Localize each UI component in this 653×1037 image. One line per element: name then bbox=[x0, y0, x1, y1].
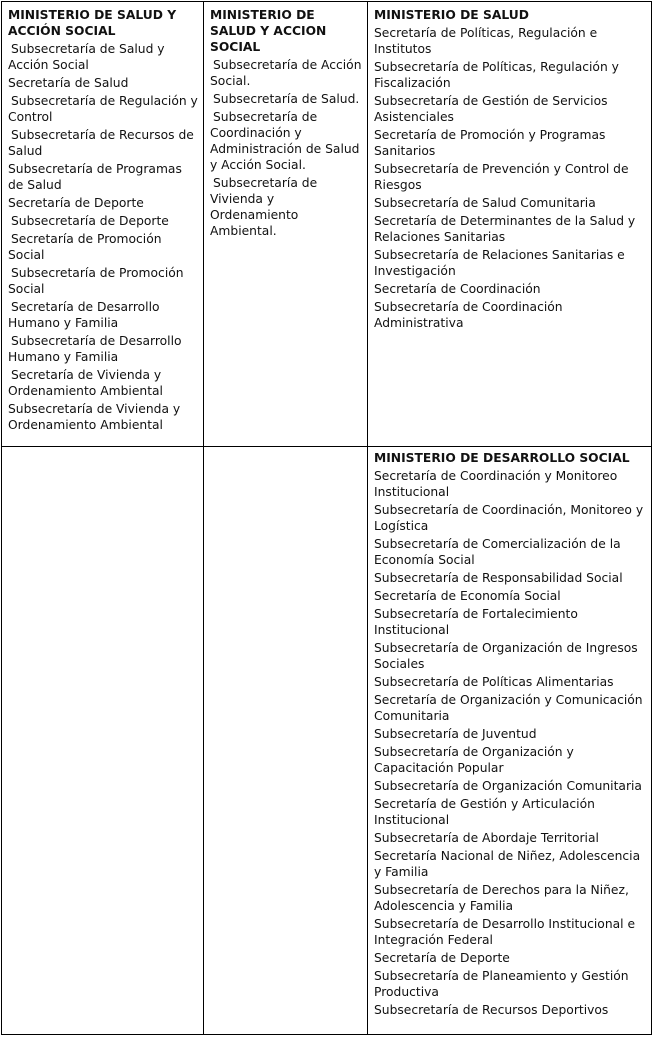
list-item: Secretaría de Coordinación y Monitoreo Institucional bbox=[374, 469, 618, 499]
list-item: Secretaría de Organización y Comunicación Comunitaria bbox=[374, 693, 643, 723]
empty-cell bbox=[2, 447, 204, 1035]
list-item: Secretaría de Coordinación bbox=[374, 282, 541, 296]
list-item: Subsecretaría de Comercialización de la Economía Social bbox=[374, 537, 621, 567]
list-item: Secretaría de Determinantes de la Salud y Relaciones Sanitarias bbox=[374, 214, 636, 244]
list-item: Subsecretaría de Gestión de Servicios Asistenciales bbox=[374, 94, 608, 124]
list-item: Subsecretaría de Fortalecimiento Institucional bbox=[374, 607, 578, 637]
list-item: Subsecretaría de Coordinación, Monitoreo y Logística bbox=[374, 503, 644, 533]
table-row bbox=[2, 447, 652, 1035]
list-item: Secretaría de Deporte bbox=[8, 196, 144, 210]
list-item: Subsecretaría de Coordinación y Administración de Salud y Acción Social. bbox=[210, 110, 360, 172]
list-item: Subsecretaría de Regulación y Control bbox=[8, 94, 198, 124]
list-item: Subsecretaría de Políticas Alimentarias bbox=[374, 675, 614, 689]
empty-cell bbox=[204, 447, 368, 1035]
list-item: Secretaría de Vivienda y Ordenamiento Ambiental bbox=[8, 368, 163, 398]
list-item: Subsecretaría de Coordinación Administrativa bbox=[374, 300, 563, 330]
list-item: Secretaría de Deporte bbox=[374, 951, 510, 965]
list-item: Subsecretaría de Recursos Deportivos bbox=[374, 1003, 609, 1017]
list-item: Subsecretaría de Salud y Acción Social bbox=[8, 42, 165, 72]
list-item: Secretaría de Desarrollo Humano y Familia bbox=[8, 300, 160, 330]
list-item: Subsecretaría de Desarrollo Humano y Familia bbox=[8, 334, 182, 364]
list-item: Subsecretaría de Abordaje Territorial bbox=[374, 831, 599, 845]
list-item: Secretaría Nacional de Niñez, Adolescencia y Familia bbox=[374, 849, 641, 879]
list-item: Subsecretaría de Organización Comunitaria bbox=[374, 779, 642, 793]
cell-desarrollo-social bbox=[368, 447, 652, 1035]
list-item: Secretaría de Promoción Social bbox=[8, 232, 162, 262]
list-item: Subsecretaría de Prevención y Control de Riesgos bbox=[374, 162, 629, 192]
ministry-header: MINISTERIO DE DESARROLLO SOCIAL bbox=[374, 451, 630, 465]
list-item: Secretaría de Salud bbox=[8, 76, 129, 90]
list-item: Subsecretaría de Relaciones Sanitarias e Investigación bbox=[374, 248, 625, 278]
list-item: Subsecretaría de Desarrollo Institucional e Integración Federal bbox=[374, 917, 636, 947]
list-item: Secretaría de Promoción y Programas Sanitarios bbox=[374, 128, 606, 158]
list-item: Subsecretaría de Organización y Capacitación Popular bbox=[374, 745, 574, 775]
list-item: Subsecretaría de Políticas, Regulación y Fiscalización bbox=[374, 60, 619, 90]
list-item: Subsecretaría de Organización de Ingresos Sociales bbox=[374, 641, 638, 671]
list-item: Subsecretaría de Recursos de Salud bbox=[8, 128, 194, 158]
ministry-header: MINISTERIO DE SALUD Y ACCION SOCIAL bbox=[210, 8, 327, 54]
table-row bbox=[2, 2, 652, 447]
list-item: Subsecretaría de Vivienda y Ordenamiento Ambiental. bbox=[210, 176, 318, 238]
ministry-header: MINISTERIO DE SALUD bbox=[374, 8, 529, 22]
ministry-header: MINISTERIO DE SALUD Y ACCIÓN SOCIAL bbox=[8, 8, 177, 38]
list-item: Subsecretaría de Derechos para la Niñez, Adolescencia y Familia bbox=[374, 883, 629, 913]
list-item: Subsecretaría de Promoción Social bbox=[8, 266, 184, 296]
cell-ministerio-salud bbox=[368, 2, 652, 447]
list-item: Subsecretaría de Salud. bbox=[213, 92, 360, 106]
list-item: Secretaría de Políticas, Regulación e Institutos bbox=[374, 26, 598, 56]
list-item: Subsecretaría de Acción Social. bbox=[210, 58, 362, 88]
list-item: Subsecretaría de Planeamiento y Gestión Productiva bbox=[374, 969, 629, 999]
list-item: Secretaría de Gestión y Articulación Institucional bbox=[374, 797, 595, 827]
list-item: Subsecretaría de Deporte bbox=[11, 214, 169, 228]
list-item: Subsecretaría de Programas de Salud bbox=[8, 162, 182, 192]
cell-salud-accion-social-2 bbox=[204, 2, 368, 447]
list-item: Subsecretaría de Juventud bbox=[374, 727, 537, 741]
cell-salud-accion-social-1 bbox=[2, 2, 204, 447]
list-item: Subsecretaría de Salud Comunitaria bbox=[374, 196, 596, 210]
ministries-table bbox=[1, 1, 652, 1035]
list-item: Subsecretaría de Responsabilidad Social bbox=[374, 571, 623, 585]
list-item: Subsecretaría de Vivienda y Ordenamiento Ambiental bbox=[8, 402, 181, 432]
list-item: Secretaría de Economía Social bbox=[374, 589, 561, 603]
